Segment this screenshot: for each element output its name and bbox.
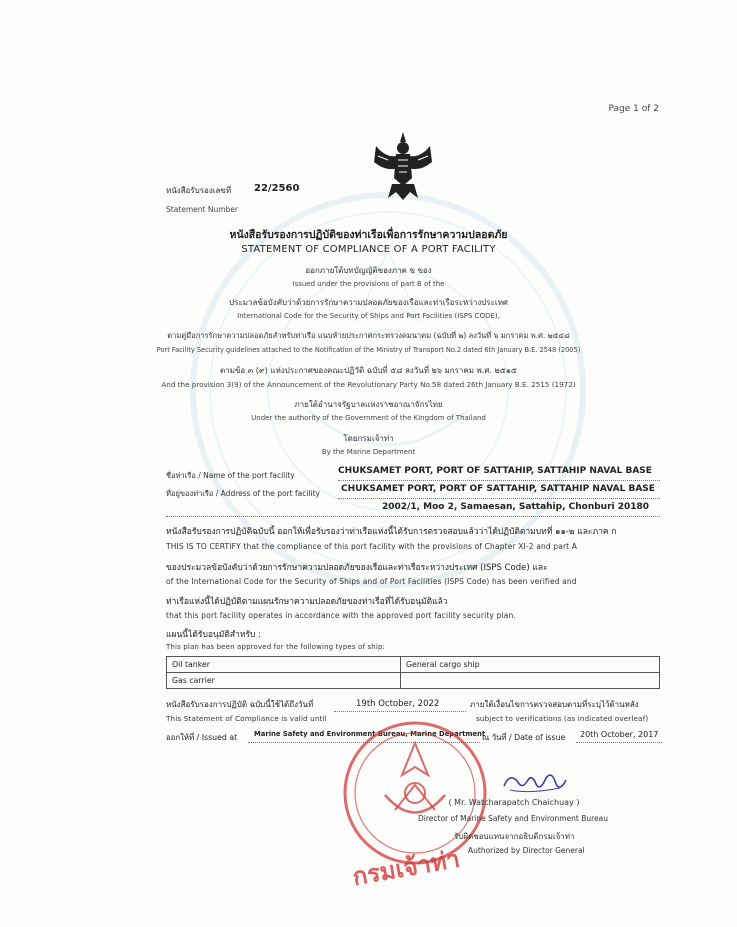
- certify-line2-en: of the International Code for the Security of Ships and of Port Facilities (ISPS Code) has been verified and: [166, 577, 577, 586]
- statement-number-label-th: หนังสือรับรองเลขที่: [166, 186, 232, 195]
- approved-for-en: This plan has been approved for the following types of ship:: [166, 643, 386, 651]
- guidelines-th: ตามคู่มือการรักษาความปลอดภัยสำหรับท่าเรือ แนบท้ายประกาศกระทรวงคมนาคม (ฉบับที่ ๒) ลงวันที่ ๖ มกราคม พ.ศ. ๒๕๔๘: [167, 331, 570, 340]
- guidelines-en: Port Facility Security guidelines attached to the Notification of the Ministry of Transport No.2 dated 6th January B.E. 2548 (2005): [156, 346, 581, 354]
- subject-to-en: subject to verifications (as indicated overleaf): [476, 714, 649, 723]
- certify-line3-th: ท่าเรือแห่งนี้ได้ปฏิบัติตามแผนรักษาความปลอดภัยของท่าเรือที่ได้รับอนุมัติแล้ว: [166, 597, 448, 607]
- port-address-label: ที่อยู่ของท่าเรือ / Address of the port facility: [166, 489, 320, 498]
- ship-types-table: [166, 656, 660, 689]
- approved-for-th: แผนนี้ได้รับอนุมัติสำหรับ :: [166, 630, 261, 640]
- signatory-position-th: รับผิดชอบแทนจากอธิบดีกรมเจ้าท่า: [454, 832, 575, 841]
- stamp-text: กรมเจ้าท่า: [350, 843, 462, 892]
- issued-at-value: Marine Safety and Environment Bureau, Marine Department: [254, 730, 486, 738]
- provision-th: ตามข้อ ๓ (๙) แห่งประกาศของคณะปฏิวัติ ฉบับที่ ๕๘ ลงวันที่ ๒๖ มกราคม พ.ศ. ๒๕๑๕: [220, 366, 517, 375]
- port-name-label: ชื่อท่าเรือ / Name of the port facility: [166, 471, 295, 480]
- subject-to-th: ภายใต้เงื่อนไขการตรวจสอบตามที่ระบุไว้ด้านหลัง: [470, 700, 639, 709]
- table-row: [167, 673, 660, 689]
- port-address-line1: CHUKSAMET PORT, PORT OF SATTAHIP, SATTAHIP NAVAL BASE: [341, 484, 655, 494]
- handwritten-signature: [500, 768, 570, 796]
- signatory-name: ( Mr. Watcharapatch Chaichuay ): [448, 798, 580, 807]
- garuda-emblem-icon: [368, 128, 438, 202]
- valid-until-th: หนังสือรับรองการปฏิบัติ ฉบับนี้ใช้ได้ถึงวันที่: [166, 700, 314, 709]
- valid-until-en: This Statement of Compliance is valid until: [166, 714, 327, 723]
- port-address-line2: 2002/1, Moo 2, Samaesan, Sattahip, Chonburi 20180: [382, 502, 650, 512]
- isps-code-en: International Code for the Security of Ships and Port Facilities (ISPS CODE),: [237, 312, 500, 320]
- issued-under-th: ออกภายใต้บทบัญญัติของภาค ข ของ: [305, 266, 432, 275]
- authority-th: ภายใต้อำนาจรัฐบาลแห่งราชอาณาจักรไทย: [294, 400, 443, 409]
- statement-number-label-en: Statement Number: [166, 205, 238, 214]
- page-number: Page 1 of 2: [608, 104, 659, 114]
- ship-type-cell: [401, 673, 660, 689]
- ship-type-cell: Gas carrier: [167, 673, 401, 689]
- certify-line2-th: ของประมวลข้อบังคับว่าด้วยการรักษาความปลอดภัยของเรือและท่าเรือระหว่างประเทศ (ISPS Code) และ: [166, 563, 548, 573]
- provision-en: And the provision 3(9) of the Announcement of the Revolutionary Party No.58 dated 26th January B.E. 2515 (1972): [161, 380, 576, 389]
- issued-under-en: Issued under the provisions of part B of the: [292, 280, 445, 288]
- certify-line1-th: หนังสือรับรองการปฏิบัติฉบับนี้ ออกให้เพื่อรับรองว่าท่าเรือแห่งนี้ได้รับการตรวจสอบแล้วว่าได้ปฏิบัติตามบทที่ ๑๑-๒ และภาค ก: [166, 527, 617, 537]
- certify-line3-en: that this port facility operates in accordance with the approved port facility security plan.: [166, 611, 516, 620]
- certify-line1-en: THIS IS TO CERTIFY that the compliance of this port facility with the provisions of Chapter XI-2 and part A: [166, 542, 578, 551]
- date-of-issue-label: ณ วันที่ / Date of issue: [482, 733, 566, 742]
- issued-at-label: ออกให้ที่ / Issued at: [166, 733, 238, 742]
- statement-number: 22/2560: [254, 183, 300, 194]
- date-of-issue-value: 20th October, 2017: [580, 730, 659, 739]
- port-name-value: CHUKSAMET PORT, PORT OF SATTAHIP, SATTAHIP NAVAL BASE: [338, 466, 652, 476]
- authority-en: Under the authority of the Government of the Kingdom of Thailand: [251, 414, 486, 422]
- table-row: [167, 657, 660, 673]
- title-english: STATEMENT OF COMPLIANCE OF A PORT FACILITY: [241, 244, 496, 255]
- marine-department-en: By the Marine Department: [321, 448, 416, 456]
- ship-type-cell: General cargo ship: [401, 657, 660, 673]
- isps-code-th: ประมวลข้อบังคับว่าด้วยการรักษาความปลอดภัยของเรือและท่าเรือระหว่างประเทศ: [229, 298, 508, 307]
- authorized-by: Authorized by Director General: [468, 846, 585, 855]
- signatory-position-en: Director of Marine Safety and Environment Bureau: [418, 814, 609, 823]
- title-thai: หนังสือรับรองการปฏิบัติของท่าเรือเพื่อการรักษาความปลอดภัย: [229, 229, 508, 241]
- marine-department-th: โดยกรมเจ้าท่า: [343, 434, 394, 443]
- valid-until-date: 19th October, 2022: [356, 699, 440, 709]
- ship-type-cell: Oil tanker: [167, 657, 401, 673]
